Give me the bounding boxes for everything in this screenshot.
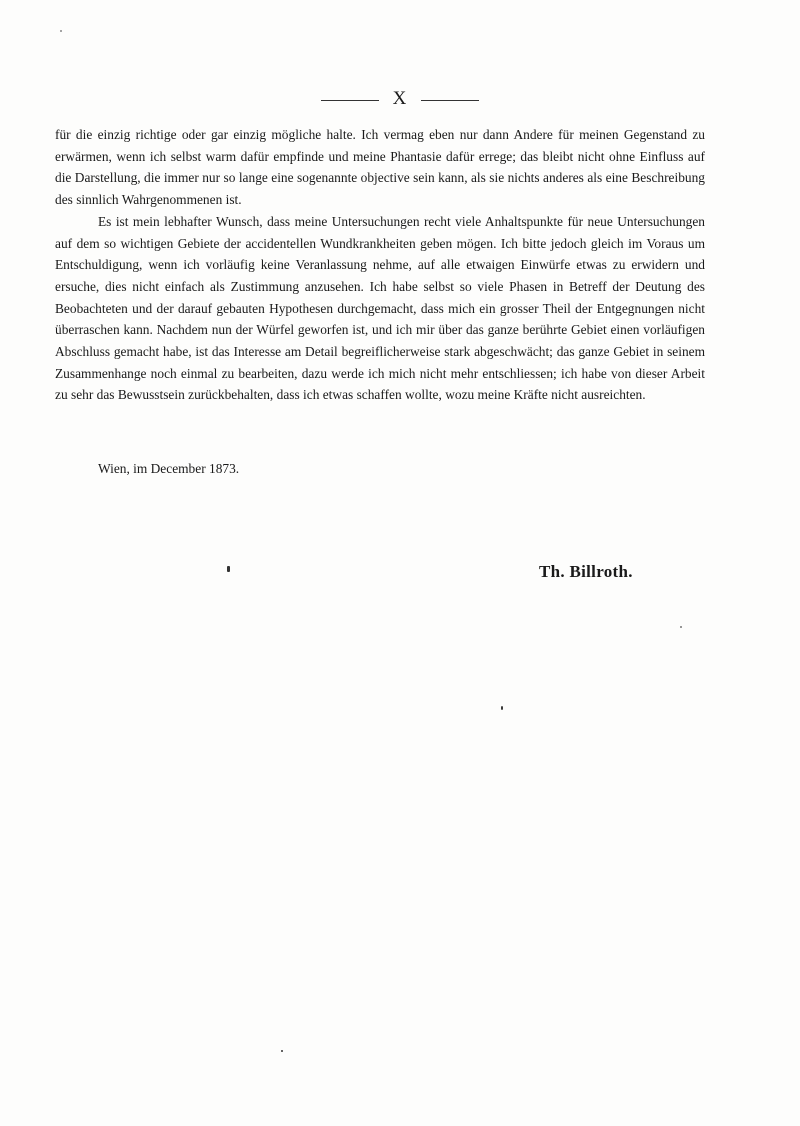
body-text — [55, 124, 705, 406]
place-date-line: Wien, im December 1873. — [98, 461, 240, 476]
header-rule-right — [421, 100, 479, 101]
author-signature: Th. Billroth. — [539, 562, 633, 581]
paragraph-wish: Es ist mein lebhafter Wunsch, dass meine Untersuchungen recht viele Anhaltspunkte für neue Untersuchungen auf dem so wichtigen Gebiete der accidentellen Wundkrankheiten geben mögen. Ich bitte jedoch gleich im Voraus um Entschuldigung, wenn ich vorläufig keine Veranlassung nehme, auf alle etwaigen Einwürfe etwas zu erwidern und ersuche, dies nicht einfach als Zustimmung anzusehen. Ich habe selbst so viele Phasen in Betreff der Deutung des Beobachteten und der darauf gebauten Hypothesen durchgemacht, dass mich ein grosser Theil der Entgegnungen nicht überraschen kann. Nachdem nun der Würfel geworfen ist, und ich mir über das ganze berührte Gebiet einen vorläufigen Abschluss gemacht habe, ist das Interesse am Detail begreiflicherweise stark abgeschwächt; das ganze Gebiet in seinem Zusammenhange noch einmal zu bearbeiten, dazu werde ich mich nicht mehr entschliessen; ich habe von dieser Arbeit zu sehr das Bewusstsein zurückbehalten, dass ich etwas schaffen wollte, wozu meine Kräfte nicht ausreichten. — [55, 213, 705, 403]
page-number: X — [392, 88, 408, 109]
header-rule-left — [321, 100, 379, 101]
paragraph-continuation: für die einzig richtige oder gar einzig mögliche halte. Ich vermag eben nur dann Andere für meinen Gegenstand zu erwärmen, wenn ich selbst warm dafür empfinde und meine Phantasie dafür errege; das bleibt nicht ohne Einfluss auf die Darstellung, die immer nur so lange eine sogenannte objective sein kann, als sie nichts anderes als eine Beschreibung des sinnlich Wahrgenommenen ist. — [55, 127, 705, 208]
page-header — [0, 88, 800, 110]
